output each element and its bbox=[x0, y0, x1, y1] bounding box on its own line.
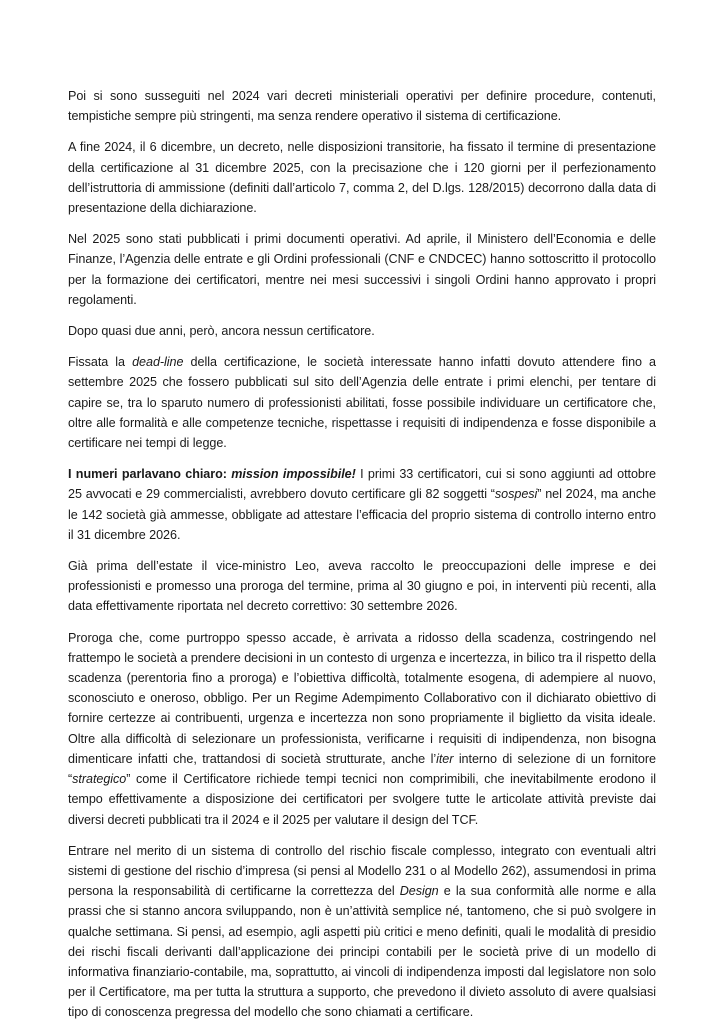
paragraph-mission-impossibile bbox=[68, 464, 656, 545]
paragraph-proroga-scadenza bbox=[68, 628, 656, 830]
text-segment: I primi 33 certificatori, cui si sono aggiunti ad ottobre 25 avvocati e 29 commercialisti, avrebbero dovuto certificare gli 82 soggetti “ bbox=[68, 467, 656, 502]
text-segment: Nel 2025 sono stati pubblicati i primi documenti operativi. Ad aprile, il Ministero dell’Economia e delle Finanze, l’Agenzia delle entrate e gli Ordini professionali (CNF e CNDCEC) hanno sottoscritto il protocollo per la formazione dei certificatori, mentre nei mesi successivi i singoli Ordini hanno approvato i propri regolamenti. bbox=[68, 232, 656, 307]
paragraph-proroga-leo bbox=[68, 556, 656, 617]
text-segment: ” nel 2024, ma anche le 142 società già ammesse, obbligate ad attestare l’efficacia del proprio sistema di controllo interno entro il 31 dicembre 2026. bbox=[68, 487, 657, 542]
text-segment: della certificazione, le società interessate hanno infatti dovuto attendere fino a settembre 2025 che fossero pubblicati sul sito dell’Agenzia delle entrate i primi elenchi, per tentare di capire se, tra lo sparuto numero di professionisti abilitati, fosse possibile individuare un certificatore che, oltre alle formalità e alle competenze tecniche, rispettasse i requisiti di indipendenza e fosse disponibile a certificare nei tempi di legge. bbox=[68, 355, 656, 451]
paragraph-nessun-certificatore bbox=[68, 321, 656, 341]
italic-term: dead-line bbox=[132, 355, 184, 370]
text-segment: e la sua conformità alle norme e alla prassi che si stanno ancora sviluppando, non è un’attività semplice né, tantomeno, che si può svolgere in qualche settimana. Si pensi, ad esempio, agli aspetti più critici e meno definiti, quali le modalità di presidio dei rischi fiscali derivanti dall’applicazione dei principi contabili per le società prive di un modello di informativa finanziario-contabile, ma, soprattutto, ai vincoli di indipendenza imposti dal legislatore non solo per il Certificatore, ma per tutta la struttura a supporto, che prevedono il divieto assoluto di avere qualsiasi tipo di conoscenza pregressa del modello che sono chiamati a certificare. bbox=[68, 884, 656, 1020]
text-segment: Entrare nel merito di un sistema di controllo del rischio fiscale complesso, integrato con eventuali altri sistemi di gestione del rischio d’impresa (si pensi al Modello 231 o al Modello 262), assumendosi in prima persona la responsabilità di certificarne la correttezza del bbox=[68, 843, 656, 899]
text-segment: A fine 2024, il 6 dicembre, un decreto, nelle disposizioni transitorie, ha fissato il termine di presentazione della certificazione al 31 dicembre 2025, con la precisazione che i 120 giorni per il perfezionamento dell’istruttoria di ammissione (definiti dall’articolo 7, comma 2, del D.lgs. 128/2015) decorrono dalla data di presentazione della dichiarazione. bbox=[68, 140, 656, 216]
document-page bbox=[68, 86, 656, 1034]
italic-term: sospesi bbox=[494, 487, 538, 502]
text-segment: interno di selezione di un fornitore “ bbox=[68, 751, 656, 787]
italic-term: iter bbox=[436, 751, 454, 766]
text-segment: Già prima dell’estate il vice-ministro Leo, aveva raccolto le preoccupazioni delle imprese e dei professionisti e promesso una proroga del termine, prima al 30 giugno e poi, in interventi più recenti, alla data effettivamente riportata nel decreto correttivo: 30 settembre 2026. bbox=[68, 559, 656, 614]
paragraph-decreto-dicembre bbox=[68, 137, 656, 218]
text-segment: Dopo quasi due anni, però, ancora nessun certificatore. bbox=[68, 324, 375, 339]
bold-italic-emphasis: mission impossibile! bbox=[231, 467, 356, 482]
text-segment: Poi si sono susseguiti nel 2024 vari decreti ministeriali operativi per definire procedure, contenuti, tempistiche sempre più stringenti, ma senza rendere operativo il sistema di certificazione. bbox=[68, 89, 656, 124]
italic-term: Design bbox=[399, 884, 439, 899]
text-segment: Proroga che, come purtroppo spesso accade, è arrivata a ridosso della scadenza, costringendo nel frattempo le società a prendere decisioni in un contesto di urgenza e incertezza, in bilico tra il rispetto della scadenza (perentoria fino a proroga) e l’obiettiva difficoltà, totalmente esogena, di adempiere al nuovo, sconosciuto e oneroso, obbligo. Per un Regime Adempimento Collaborativo con il dichiarato obiettivo di fornire certezze ai contribuenti, urgenza e incertezza non sono propriamente il biglietto da visita ideale. Oltre alla difficoltà di selezionare un professionista, verificarne i requisiti di indipendenza, non bisogna dimenticare infatti che, trattandosi di società strutturate, anche l’ bbox=[68, 630, 656, 766]
text-segment: Fissata la bbox=[68, 355, 133, 370]
bold-lead-in: I numeri parlavano chiaro: bbox=[68, 467, 232, 482]
paragraph-decreti-2024 bbox=[68, 86, 656, 126]
paragraph-sistema-controllo bbox=[68, 841, 656, 1023]
paragraph-dead-line bbox=[68, 352, 656, 453]
text-segment: ” come il Certificatore richiede tempi tecnici non comprimibili, che inevitabilmente erodono il tempo effettivamente a disposizione dei certificatori per svolgere tutte le articolate attività previste dai diversi decreti pubblicati tra il 2024 e il 2025 per valutare il design del TCF. bbox=[68, 772, 656, 827]
paragraph-documenti-2025 bbox=[68, 229, 656, 310]
italic-term: strategico bbox=[72, 772, 127, 787]
